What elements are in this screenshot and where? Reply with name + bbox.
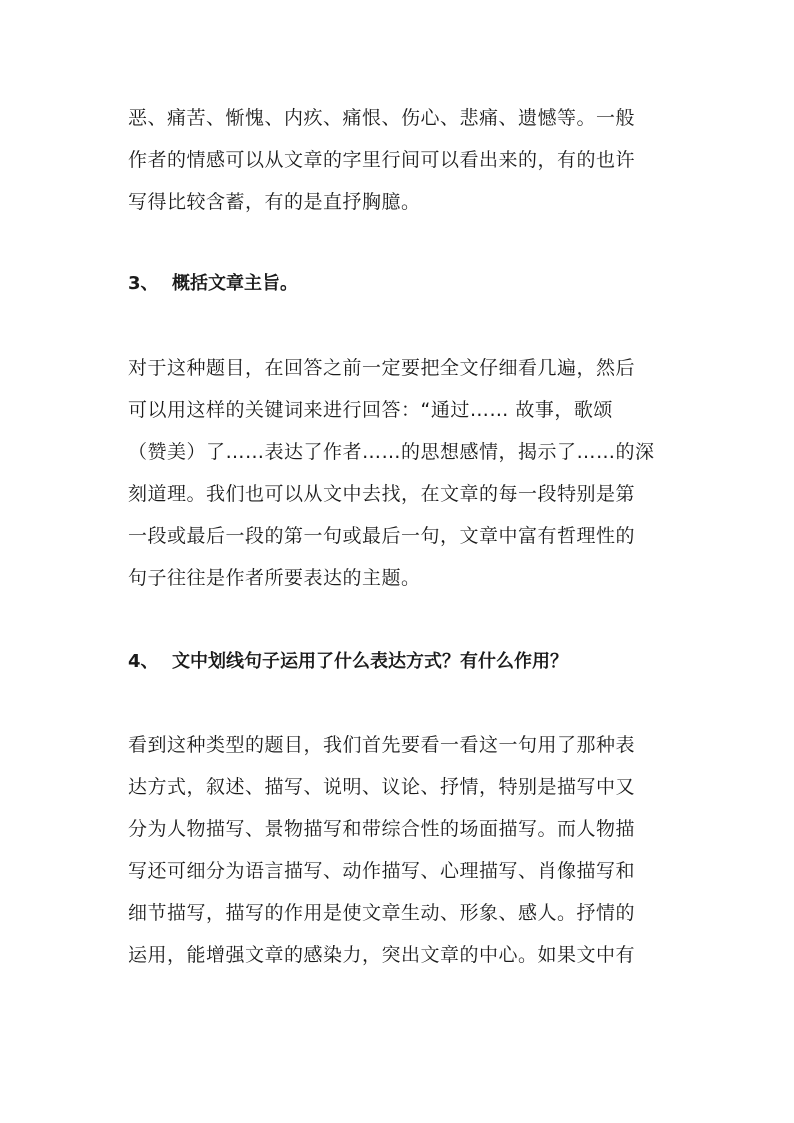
paragraph-line: （赞美）了……表达了作者……的思想感情，揭示了……的深 [128, 441, 655, 463]
paragraph-line: 句子往往是作者所要表达的主题。 [128, 567, 421, 589]
paragraph-line: 写得比较含蓄，有的是直抒胸臆。 [128, 191, 421, 213]
section-heading-4 [128, 650, 668, 674]
paragraph-line: 恶、痛苦、惭愧、内疚、痛恨、伤心、悲痛、遗憾等。一般 [128, 107, 636, 129]
paragraph-line: 一段或最后一段的第一句或最后一句，文章中富有哲理性的 [128, 525, 636, 547]
paragraph-line: 作者的情感可以从文章的字里行间可以看出来的，有的也许 [128, 149, 636, 171]
heading-number: 4、 [128, 651, 159, 672]
paragraph-line: 对于这种题目，在回答之前一定要把全文仔细看几遍，然后 [128, 357, 636, 379]
heading-number: 3、 [128, 273, 159, 294]
paragraph-line: 看到这种类型的题目，我们首先要看一看这一句用了那种表 [128, 734, 636, 756]
paragraph-line: 分为人物描写、景物描写和带综合性的场面描写。而人物描 [128, 818, 636, 840]
heading-text: 概括文章主旨。 [172, 273, 298, 294]
paragraph-line: 运用，能增强文章的感染力，突出文章的中心。如果文中有 [128, 944, 636, 966]
paragraph-line: 写还可细分为语言描写、动作描写、心理描写、肖像描写和 [128, 860, 636, 882]
paragraph-line: 细节描写，描写的作用是使文章生动、形象、感人。抒情的 [128, 902, 636, 924]
heading-text: 文中划线句子运用了什么表达方式？有什么作用？ [172, 651, 568, 672]
paragraph-line: 可以用这样的关键词来进行回答：“通过…… 故事，歌颂 [128, 399, 613, 421]
paragraph-line: 达方式，叙述、描写、说明、议论、抒情，特别是描写中又 [128, 776, 636, 798]
section-heading-3 [128, 272, 668, 296]
paragraph-line: 刻道理。我们也可以从文中去找，在文章的每一段特别是第 [128, 483, 636, 505]
